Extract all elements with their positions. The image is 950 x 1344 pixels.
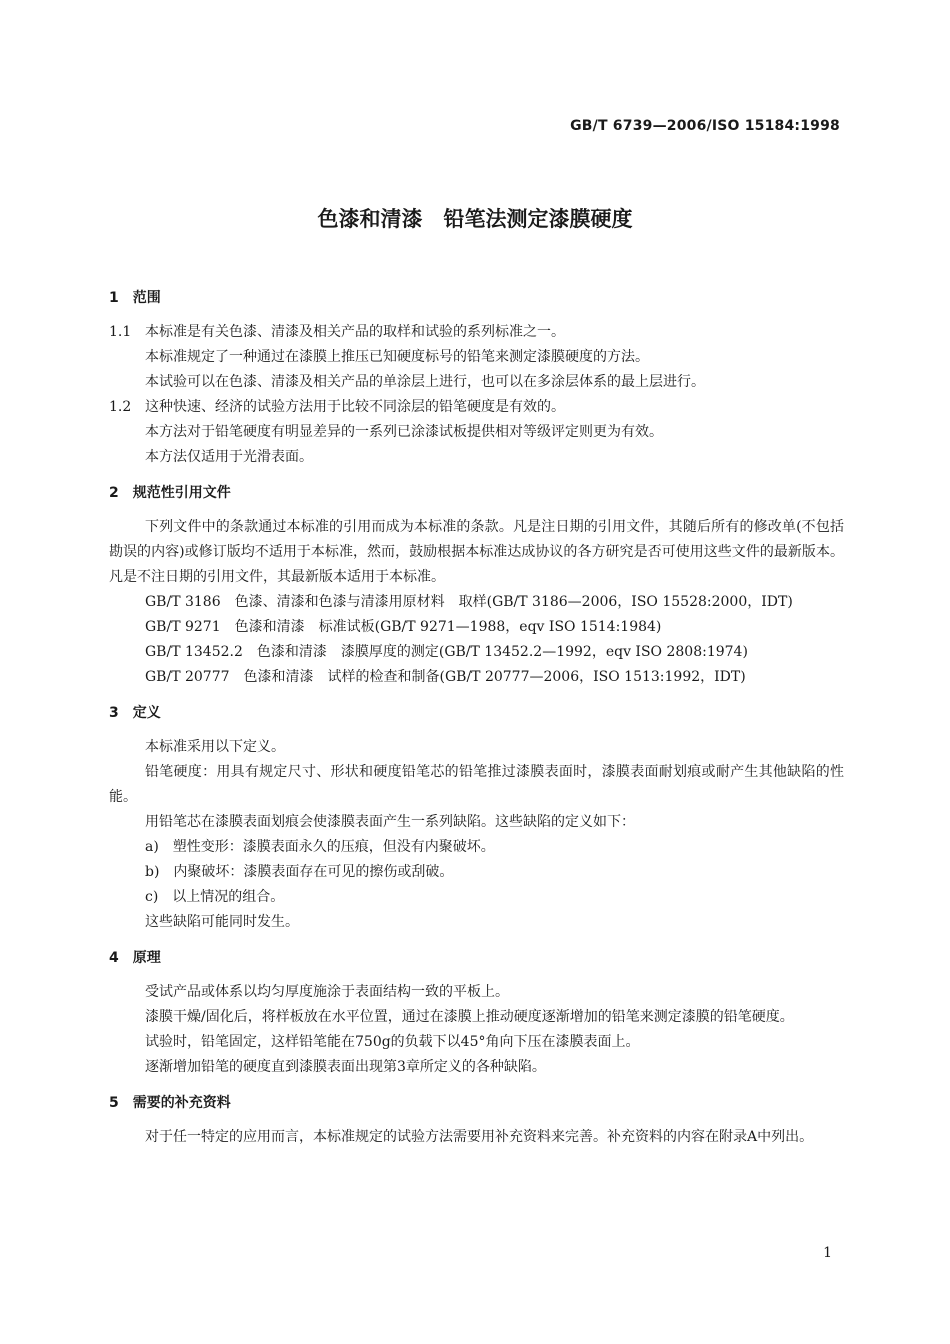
paragraph: 试验时，铅笔固定，这样铅笔能在750g的负载下以45°角向下压在漆膜表面上。 [145, 1034, 640, 1050]
section-definition [109, 702, 844, 935]
definition-paragraph: 铅笔硬度：用具有规定尺寸、形状和硬度铅笔芯的铅笔推过漆膜表面时，漆膜表面耐划痕或耐产生其他缺陷的性能。 [109, 764, 844, 805]
section-heading: 1 范围 [109, 290, 161, 306]
paragraph: 用铅笔芯在漆膜表面划痕会使漆膜表面产生一系列缺陷。这些缺陷的定义如下： [145, 814, 635, 830]
section-heading: 3 定义 [109, 705, 161, 721]
reference-item: GB/T 20777 色漆和清漆 试样的检查和制备(GB/T 20777—2006，ISO 1513:1992，IDT) [145, 669, 746, 685]
section-heading: 4 原理 [109, 950, 161, 966]
clause-text: 这种快速、经济的试验方法用于比较不同涂层的铅笔硬度是有效的。 [145, 399, 565, 415]
section-heading: 2 规范性引用文件 [109, 485, 231, 501]
section-principle [109, 947, 844, 1080]
list-item: b) 内聚破坏：漆膜表面存在可见的擦伤或刮破。 [145, 864, 454, 880]
clause-text: 本标准是有关色漆、清漆及相关产品的取样和试验的系列标准之一。 [145, 324, 565, 340]
reference-item: GB/T 3186 色漆、清漆和色漆与清漆用原材料 取样(GB/T 3186—2006，ISO 15528:2000，IDT) [145, 594, 793, 610]
page-number: 1 [823, 1245, 832, 1261]
paragraph: 下列文件中的条款通过本标准的引用而成为本标准的条款。凡是注日期的引用文件，其随后所有的修改单(不包括勘误的内容)或修订版均不适用于本标准，然而，鼓励根据本标准达成协议的各方研究是否可使用这些文件的最新版本。凡是不注日期的引用文件，其最新版本适用于本标准。 [109, 519, 844, 585]
clause-text: 本试验可以在色漆、清漆及相关产品的单涂层上进行，也可以在多涂层体系的最上层进行。 [145, 374, 705, 390]
reference-item: GB/T 13452.2 色漆和清漆 漆膜厚度的测定(GB/T 13452.2—1992，eqv ISO 2808:1974) [145, 644, 748, 660]
standard-code: GB/T 6739—2006/ISO 15184:1998 [570, 118, 840, 134]
section-normative-references [109, 482, 844, 690]
paragraph: 受试产品或体系以均匀厚度施涂于表面结构一致的平板上。 [145, 984, 509, 1000]
clause-text: 本方法对于铅笔硬度有明显差异的一系列已涂漆试板提供相对等级评定则更为有效。 [145, 424, 663, 440]
list-item: a) 塑性变形：漆膜表面永久的压痕，但没有内聚破坏。 [145, 839, 495, 855]
document-title: 色漆和清漆 铅笔法测定漆膜硬度 [317, 207, 633, 231]
clause-text: 本标准规定了一种通过在漆膜上推压已知硬度标号的铅笔来测定漆膜硬度的方法。 [145, 349, 649, 365]
section-heading: 5 需要的补充资料 [109, 1095, 231, 1111]
list-item: c) 以上情况的组合。 [145, 889, 285, 905]
section-scope [109, 287, 844, 470]
section-supplementary-information [109, 1092, 844, 1150]
clause-number: 1.2 [109, 399, 132, 415]
paragraph: 对于任一特定的应用而言，本标准规定的试验方法需要用补充资料来完善。补充资料的内容在附录A中列出。 [145, 1129, 814, 1145]
paragraph: 本标准采用以下定义。 [145, 739, 285, 755]
paragraph: 逐渐增加铅笔的硬度直到漆膜表面出现第3章所定义的各种缺陷。 [145, 1059, 546, 1075]
clause-text: 本方法仅适用于光滑表面。 [145, 449, 313, 465]
clause-number: 1.1 [109, 324, 132, 340]
reference-item: GB/T 9271 色漆和清漆 标准试板(GB/T 9271—1988，eqv ISO 1514:1984) [145, 619, 662, 635]
document-body [109, 287, 844, 1150]
paragraph: 漆膜干燥/固化后，将样板放在水平位置，通过在漆膜上推动硬度逐渐增加的铅笔来测定漆膜的铅笔硬度。 [145, 1009, 794, 1025]
paragraph: 这些缺陷可能同时发生。 [145, 914, 299, 930]
